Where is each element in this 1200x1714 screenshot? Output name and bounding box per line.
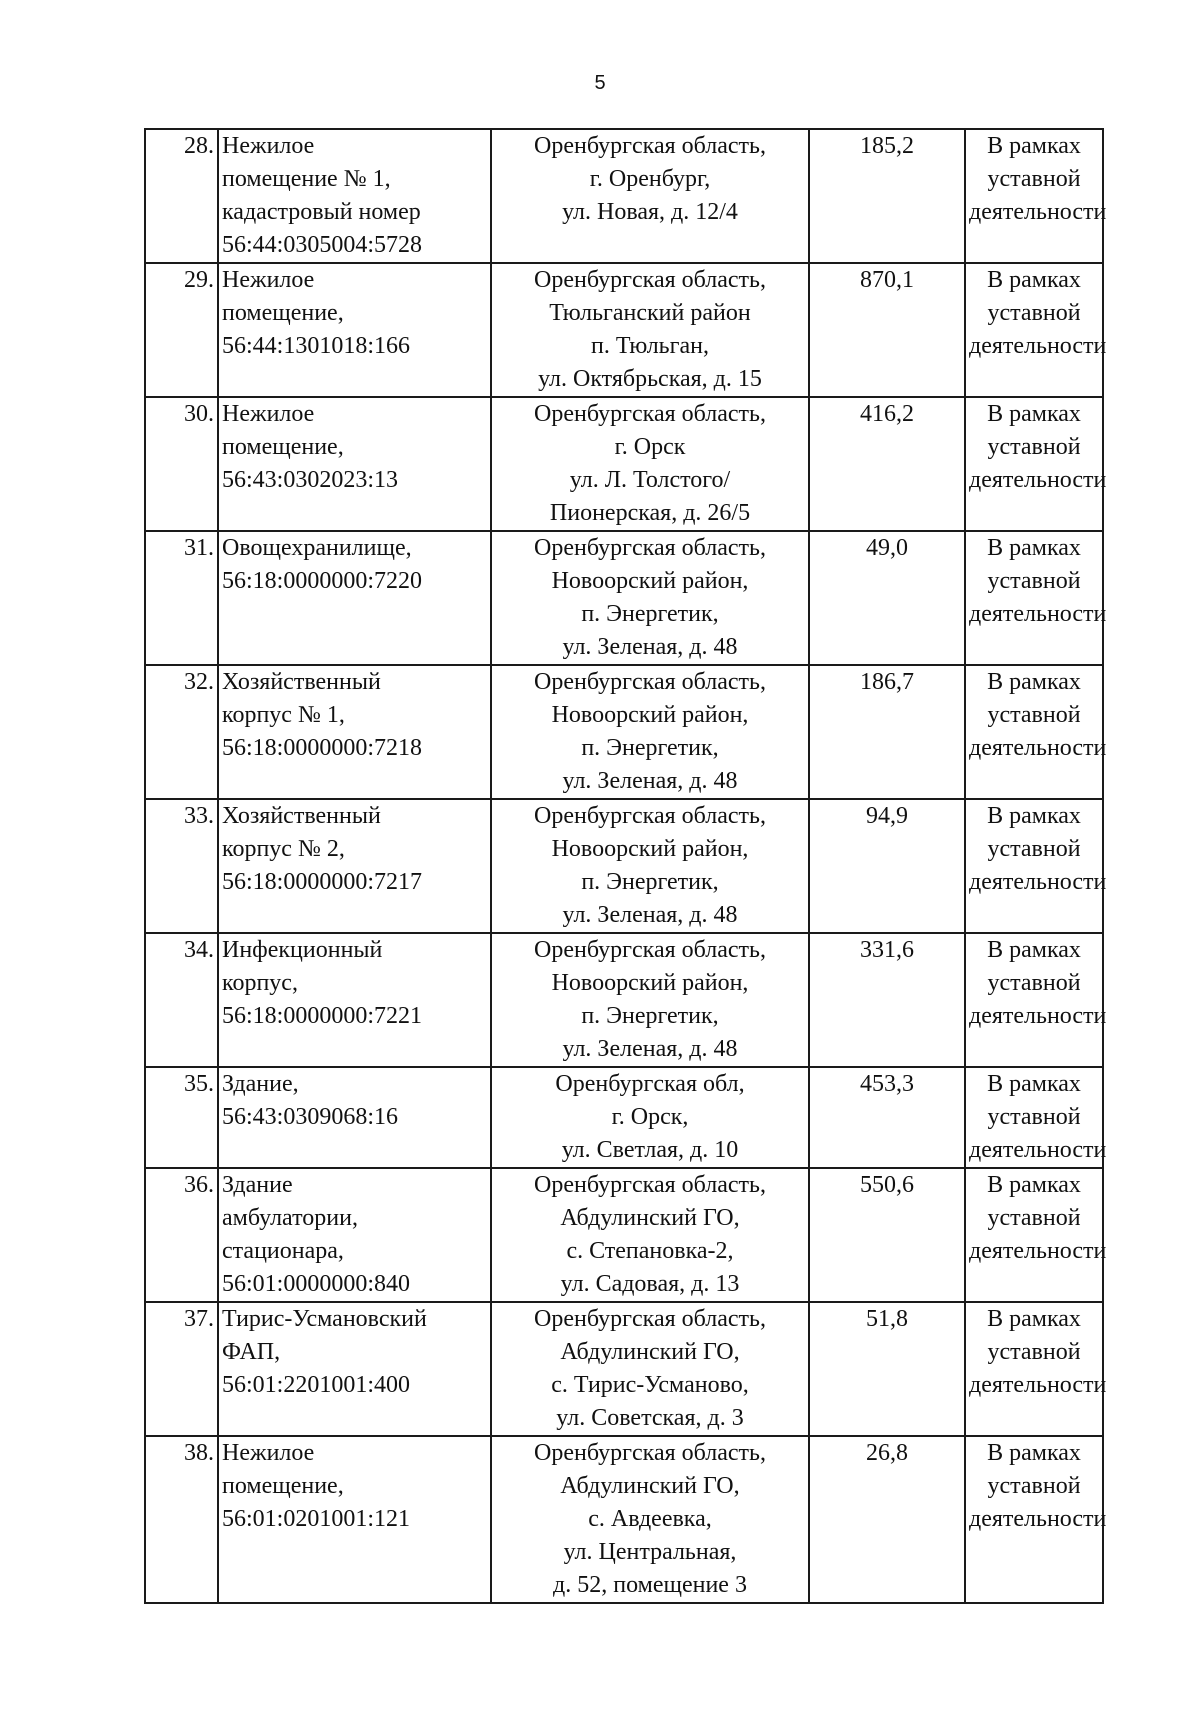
object-purpose-line: деятельности xyxy=(969,1506,1107,1532)
object-name-line: 56:01:2201001:400 xyxy=(222,1372,411,1398)
object-purpose-line: В рамках xyxy=(987,1172,1081,1198)
object-address-line: п. Энергетик, xyxy=(581,601,719,627)
object-area: 26,8 xyxy=(809,1436,965,1603)
object-name xyxy=(218,1067,491,1168)
table-row xyxy=(145,129,1103,263)
object-address xyxy=(491,799,809,933)
object-name-line: 56:44:0305004:5728 xyxy=(222,232,423,258)
object-name xyxy=(218,1302,491,1436)
object-name-line: Здание, xyxy=(222,1071,299,1097)
row-number: 30. xyxy=(145,397,218,531)
object-address-line: г. Орск, xyxy=(611,1104,689,1130)
property-table-body xyxy=(145,129,1107,1603)
page-number: 5 xyxy=(594,72,606,94)
object-address-line: ул. Зеленая, д. 48 xyxy=(562,1036,738,1062)
object-purpose-line: деятельности xyxy=(969,1137,1107,1163)
object-purpose-line: уставной xyxy=(987,568,1081,594)
row-number: 37. xyxy=(145,1302,218,1436)
object-purpose-line: уставной xyxy=(987,702,1081,728)
object-name-line: помещение, xyxy=(222,434,344,460)
object-purpose-line: деятельности xyxy=(969,735,1107,761)
object-address-line: Новоорский район, xyxy=(551,568,749,594)
table-row xyxy=(145,799,1103,933)
object-name-line: Нежилое xyxy=(222,1440,315,1466)
object-name-line: корпус № 1, xyxy=(222,702,345,728)
object-address-line: ул. Зеленая, д. 48 xyxy=(562,768,738,794)
object-address-line: ул. Зеленая, д. 48 xyxy=(562,902,738,928)
object-name-line: Овощехранилище, xyxy=(222,535,412,561)
object-area: 453,3 xyxy=(809,1067,965,1168)
object-name-line: 56:18:0000000:7218 xyxy=(222,735,423,761)
object-address-line: ул. Советская, д. 3 xyxy=(556,1405,744,1431)
object-area: 550,6 xyxy=(809,1168,965,1302)
object-area: 416,2 xyxy=(809,397,965,531)
row-number: 33. xyxy=(145,799,218,933)
object-purpose xyxy=(965,263,1107,397)
object-name-line: корпус, xyxy=(222,970,298,996)
object-address-line: Новоорский район, xyxy=(551,970,749,996)
object-name-line: амбулатории, xyxy=(222,1205,358,1231)
object-address-line: с. Авдеевка, xyxy=(588,1506,712,1532)
object-address-line: Оренбургская область, xyxy=(534,669,766,695)
row-number: 34. xyxy=(145,933,218,1067)
object-area: 186,7 xyxy=(809,665,965,799)
object-purpose-line: деятельности xyxy=(969,601,1107,627)
object-name xyxy=(218,129,491,263)
object-address-line: Оренбургская область, xyxy=(534,1172,766,1198)
object-purpose-line: деятельности xyxy=(969,467,1107,493)
table-row xyxy=(145,933,1103,1067)
object-address-line: Оренбургская область, xyxy=(534,1306,766,1332)
object-purpose xyxy=(965,129,1107,263)
object-purpose xyxy=(965,1067,1107,1168)
object-name-line: стационара, xyxy=(222,1238,344,1264)
object-address-line: Пионерская, д. 26/5 xyxy=(549,500,751,526)
object-address-line: Оренбургская область, xyxy=(534,1440,766,1466)
object-address-line: Оренбургская область, xyxy=(534,535,766,561)
row-number: 35. xyxy=(145,1067,218,1168)
object-address-line: г. Орск xyxy=(614,434,686,460)
object-name-line: 56:43:0302023:13 xyxy=(222,467,399,493)
object-area: 49,0 xyxy=(809,531,965,665)
object-address-line: Абдулинский ГО, xyxy=(560,1205,740,1231)
object-purpose-line: В рамках xyxy=(987,1071,1081,1097)
object-purpose-line: уставной xyxy=(987,836,1081,862)
object-address-line: п. Тюльган, xyxy=(591,333,709,359)
object-address-line: п. Энергетик, xyxy=(581,1003,719,1029)
object-address-line: Оренбургская область, xyxy=(534,267,766,293)
object-name-line: 56:01:0000000:840 xyxy=(222,1271,411,1297)
table-row xyxy=(145,263,1103,397)
object-name-line: 56:43:0309068:16 xyxy=(222,1104,399,1130)
object-purpose-line: уставной xyxy=(987,970,1081,996)
object-purpose-line: В рамках xyxy=(987,937,1081,963)
object-address-line: ул. Новая, д. 12/4 xyxy=(562,199,738,225)
object-purpose-line: В рамках xyxy=(987,1306,1081,1332)
row-number: 36. xyxy=(145,1168,218,1302)
object-name xyxy=(218,263,491,397)
object-name-line: помещение, xyxy=(222,1473,344,1499)
object-purpose-line: уставной xyxy=(987,1339,1081,1365)
object-name-line: кадастровый номер xyxy=(222,199,421,225)
object-name-line: Тирис-Усмановский xyxy=(222,1306,427,1332)
object-name-line: Хозяйственный xyxy=(222,669,381,695)
object-name-line: Нежилое xyxy=(222,133,315,159)
object-name-line: 56:44:1301018:166 xyxy=(222,333,411,359)
object-purpose-line: В рамках xyxy=(987,669,1081,695)
object-purpose-line: В рамках xyxy=(987,535,1081,561)
object-name xyxy=(218,397,491,531)
object-address-line: п. Энергетик, xyxy=(581,869,719,895)
object-name xyxy=(218,799,491,933)
object-address xyxy=(491,1168,809,1302)
object-address-line: ул. Светлая, д. 10 xyxy=(561,1137,739,1163)
object-purpose-line: В рамках xyxy=(987,133,1081,159)
object-purpose-line: деятельности xyxy=(969,1003,1107,1029)
object-address-line: Тюльганский район xyxy=(549,300,751,326)
object-name-line: помещение № 1, xyxy=(222,166,391,192)
object-name-line: корпус № 2, xyxy=(222,836,345,862)
object-area: 94,9 xyxy=(809,799,965,933)
object-purpose xyxy=(965,799,1107,933)
object-address-line: с. Тирис-Усманово, xyxy=(551,1372,749,1398)
object-address-line: ул. Л. Толстого/ xyxy=(569,467,731,493)
object-address xyxy=(491,1067,809,1168)
object-purpose xyxy=(965,933,1107,1067)
object-purpose-line: В рамках xyxy=(987,401,1081,427)
object-address xyxy=(491,531,809,665)
object-area: 331,6 xyxy=(809,933,965,1067)
table-row xyxy=(145,397,1103,531)
object-purpose-line: уставной xyxy=(987,1104,1081,1130)
object-purpose-line: деятельности xyxy=(969,1372,1107,1398)
object-address-line: ул. Зеленая, д. 48 xyxy=(562,634,738,660)
object-address-line: д. 52, помещение 3 xyxy=(553,1572,747,1598)
object-name-line: 56:18:0000000:7220 xyxy=(222,568,423,594)
table-row xyxy=(145,1436,1103,1603)
object-address xyxy=(491,1302,809,1436)
row-number: 28. xyxy=(145,129,218,263)
object-name-line: Хозяйственный xyxy=(222,803,381,829)
object-purpose-line: В рамках xyxy=(987,267,1081,293)
property-table xyxy=(144,128,1107,1604)
table-row xyxy=(145,531,1103,665)
object-purpose-line: уставной xyxy=(987,1205,1081,1231)
object-purpose-line: уставной xyxy=(987,434,1081,460)
object-address xyxy=(491,933,809,1067)
object-address-line: ул. Центральная, xyxy=(563,1539,737,1565)
object-address-line: Абдулинский ГО, xyxy=(560,1339,740,1365)
table-row xyxy=(145,1067,1103,1168)
object-purpose xyxy=(965,531,1107,665)
object-name-line: помещение, xyxy=(222,300,344,326)
object-purpose-line: В рамках xyxy=(987,803,1081,829)
object-purpose-line: уставной xyxy=(987,300,1081,326)
object-address-line: с. Степановка-2, xyxy=(566,1238,734,1264)
object-name-line: 56:18:0000000:7221 xyxy=(222,1003,423,1029)
object-name xyxy=(218,531,491,665)
object-address-line: ул. Октябрьская, д. 15 xyxy=(538,366,762,392)
object-address xyxy=(491,263,809,397)
object-purpose-line: деятельности xyxy=(969,869,1107,895)
object-purpose xyxy=(965,397,1107,531)
object-address-line: ул. Садовая, д. 13 xyxy=(560,1271,740,1297)
object-purpose xyxy=(965,1302,1107,1436)
object-address-line: Оренбургская область, xyxy=(534,803,766,829)
table-row xyxy=(145,1302,1103,1436)
object-address xyxy=(491,1436,809,1603)
object-address-line: Оренбургская область, xyxy=(534,937,766,963)
table-row xyxy=(145,1168,1103,1302)
object-purpose-line: деятельности xyxy=(969,199,1107,225)
object-address xyxy=(491,665,809,799)
table-row xyxy=(145,665,1103,799)
object-purpose-line: уставной xyxy=(987,1473,1081,1499)
object-address-line: г. Оренбург, xyxy=(589,166,711,192)
object-name-line: ФАП, xyxy=(222,1339,281,1365)
object-name xyxy=(218,933,491,1067)
object-purpose xyxy=(965,665,1107,799)
object-purpose xyxy=(965,1436,1107,1603)
object-name-line: Здание xyxy=(222,1172,293,1198)
object-name-line: Инфекционный xyxy=(222,937,383,963)
object-address-line: Новоорский район, xyxy=(551,836,749,862)
object-address-line: Новоорский район, xyxy=(551,702,749,728)
object-name xyxy=(218,665,491,799)
object-area: 51,8 xyxy=(809,1302,965,1436)
object-address-line: Оренбургская обл, xyxy=(555,1071,745,1097)
row-number: 32. xyxy=(145,665,218,799)
object-area: 185,2 xyxy=(809,129,965,263)
object-address-line: Оренбургская область, xyxy=(534,401,766,427)
object-name xyxy=(218,1168,491,1302)
object-name xyxy=(218,1436,491,1603)
object-address-line: п. Энергетик, xyxy=(581,735,719,761)
object-address-line: Оренбургская область, xyxy=(534,133,766,159)
row-number: 38. xyxy=(145,1436,218,1603)
object-name-line: Нежилое xyxy=(222,267,315,293)
object-purpose-line: деятельности xyxy=(969,1238,1107,1264)
object-area: 870,1 xyxy=(809,263,965,397)
object-address xyxy=(491,397,809,531)
row-number: 29. xyxy=(145,263,218,397)
row-number: 31. xyxy=(145,531,218,665)
object-name-line: 56:18:0000000:7217 xyxy=(222,869,423,895)
object-purpose xyxy=(965,1168,1107,1302)
object-address xyxy=(491,129,809,263)
object-name-line: 56:01:0201001:121 xyxy=(222,1506,411,1532)
object-purpose-line: деятельности xyxy=(969,333,1107,359)
object-purpose-line: уставной xyxy=(987,166,1081,192)
object-purpose-line: В рамках xyxy=(987,1440,1081,1466)
object-name-line: Нежилое xyxy=(222,401,315,427)
object-address-line: Абдулинский ГО, xyxy=(560,1473,740,1499)
